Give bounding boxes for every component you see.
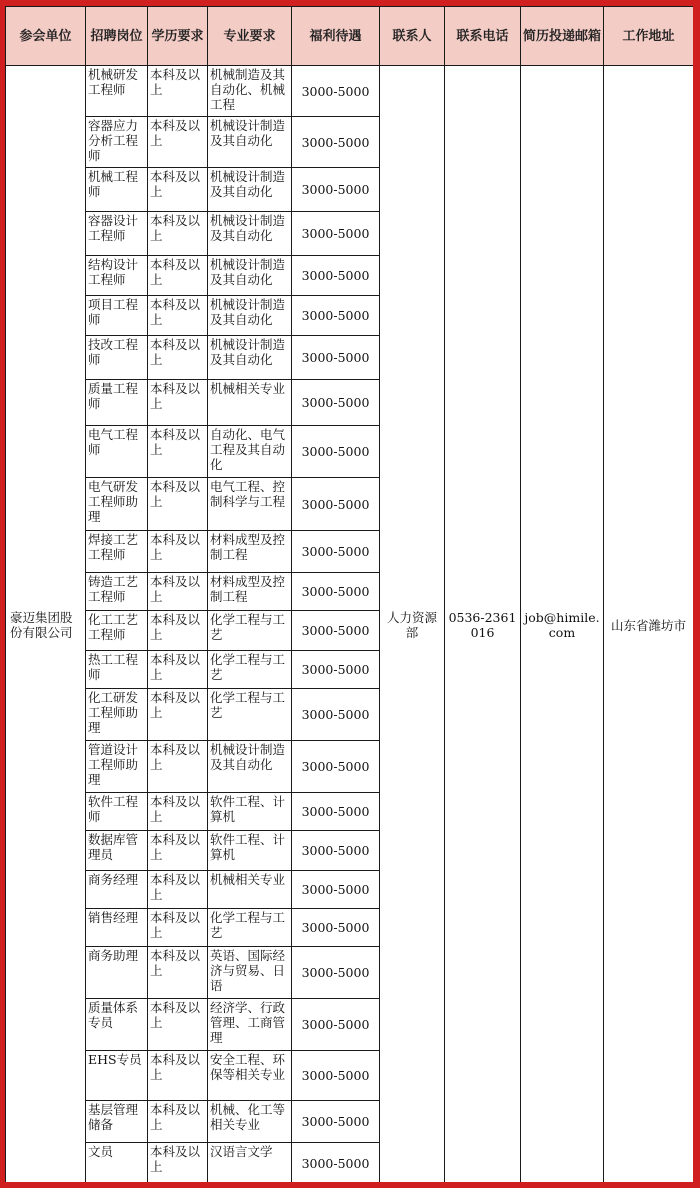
- education-cell: 本科及以上: [148, 573, 208, 611]
- education-cell: 本科及以上: [148, 478, 208, 531]
- position-cell: 热工工程师: [86, 651, 148, 689]
- education-cell: 本科及以上: [148, 256, 208, 296]
- education-cell: 本科及以上: [148, 689, 208, 741]
- salary-cell: 3000-5000: [292, 212, 380, 256]
- position-cell: 机械工程师: [86, 168, 148, 212]
- header-major: 专业要求: [208, 7, 292, 66]
- major-cell: 机械制造及其自动化、机械工程: [208, 66, 292, 117]
- salary-cell: 3000-5000: [292, 336, 380, 380]
- major-cell: 化学工程与工艺: [208, 909, 292, 947]
- education-cell: 本科及以上: [148, 793, 208, 831]
- position-cell: 数据库管理员: [86, 831, 148, 871]
- major-cell: 机械、化工等相关专业: [208, 1101, 292, 1143]
- major-cell: 机械相关专业: [208, 380, 292, 426]
- major-cell: 材料成型及控制工程: [208, 573, 292, 611]
- salary-cell: 3000-5000: [292, 651, 380, 689]
- position-cell: 商务助理: [86, 947, 148, 999]
- salary-cell: 3000-5000: [292, 117, 380, 168]
- salary-cell: 3000-5000: [292, 66, 380, 117]
- position-cell: 机械研发工程师: [86, 66, 148, 117]
- major-cell: 软件工程、计算机: [208, 831, 292, 871]
- major-cell: 化学工程与工艺: [208, 689, 292, 741]
- education-cell: 本科及以上: [148, 999, 208, 1051]
- major-cell: 机械设计制造及其自动化: [208, 212, 292, 256]
- salary-cell: 3000-5000: [292, 380, 380, 426]
- header-phone: 联系电话: [445, 7, 521, 66]
- position-cell: 基层管理储备: [86, 1101, 148, 1143]
- salary-cell: 3000-5000: [292, 611, 380, 651]
- position-cell: 商务经理: [86, 871, 148, 909]
- education-cell: 本科及以上: [148, 296, 208, 336]
- salary-cell: 3000-5000: [292, 478, 380, 531]
- education-cell: 本科及以上: [148, 831, 208, 871]
- position-cell: 化工工艺工程师: [86, 611, 148, 651]
- position-cell: 管道设计工程师助理: [86, 741, 148, 793]
- header-position: 招聘岗位: [86, 7, 148, 66]
- position-cell: 质量体系专员: [86, 999, 148, 1051]
- salary-cell: 3000-5000: [292, 689, 380, 741]
- major-cell: 英语、国际经济与贸易、日语: [208, 947, 292, 999]
- major-cell: 机械设计制造及其自动化: [208, 117, 292, 168]
- education-cell: 本科及以上: [148, 336, 208, 380]
- table-body: [6, 66, 694, 1183]
- header-row: [6, 7, 694, 66]
- education-cell: 本科及以上: [148, 947, 208, 999]
- salary-cell: 3000-5000: [292, 256, 380, 296]
- education-cell: 本科及以上: [148, 66, 208, 117]
- salary-cell: 3000-5000: [292, 947, 380, 999]
- position-cell: 电气工程师: [86, 426, 148, 478]
- position-cell: 质量工程师: [86, 380, 148, 426]
- education-cell: 本科及以上: [148, 531, 208, 573]
- education-cell: 本科及以上: [148, 1101, 208, 1143]
- major-cell: 经济学、行政管理、工商管理: [208, 999, 292, 1051]
- header-contact: 联系人: [380, 7, 445, 66]
- salary-cell: 3000-5000: [292, 573, 380, 611]
- salary-cell: 3000-5000: [292, 168, 380, 212]
- education-cell: 本科及以上: [148, 611, 208, 651]
- table-row: [6, 66, 694, 117]
- major-cell: 汉语言文学: [208, 1143, 292, 1183]
- salary-cell: 3000-5000: [292, 296, 380, 336]
- salary-cell: 3000-5000: [292, 426, 380, 478]
- page-frame: [5, 6, 693, 1182]
- position-cell: 软件工程师: [86, 793, 148, 831]
- position-cell: 项目工程师: [86, 296, 148, 336]
- header-company: 参会单位: [6, 7, 86, 66]
- salary-cell: 3000-5000: [292, 909, 380, 947]
- position-cell: EHS专员: [86, 1051, 148, 1101]
- salary-cell: 3000-5000: [292, 1143, 380, 1183]
- work-address: 山东省潍坊市: [604, 66, 694, 1183]
- salary-cell: 3000-5000: [292, 531, 380, 573]
- salary-cell: 3000-5000: [292, 793, 380, 831]
- resume-email: job@himile.com: [521, 66, 604, 1183]
- position-cell: 容器设计工程师: [86, 212, 148, 256]
- header-email: 简历投递邮箱: [521, 7, 604, 66]
- position-cell: 销售经理: [86, 909, 148, 947]
- major-cell: 机械相关专业: [208, 871, 292, 909]
- major-cell: 自动化、电气工程及其自动化: [208, 426, 292, 478]
- position-cell: 技改工程师: [86, 336, 148, 380]
- education-cell: 本科及以上: [148, 1051, 208, 1101]
- major-cell: 机械设计制造及其自动化: [208, 336, 292, 380]
- recruitment-table: [5, 6, 693, 1182]
- position-cell: 文员: [86, 1143, 148, 1183]
- header-salary: 福利待遇: [292, 7, 380, 66]
- salary-cell: 3000-5000: [292, 871, 380, 909]
- major-cell: 机械设计制造及其自动化: [208, 168, 292, 212]
- salary-cell: 3000-5000: [292, 831, 380, 871]
- education-cell: 本科及以上: [148, 426, 208, 478]
- position-cell: 容器应力分析工程师: [86, 117, 148, 168]
- education-cell: 本科及以上: [148, 117, 208, 168]
- education-cell: 本科及以上: [148, 651, 208, 689]
- contact-person: 人力资源部: [380, 66, 445, 1183]
- salary-cell: 3000-5000: [292, 1101, 380, 1143]
- education-cell: 本科及以上: [148, 741, 208, 793]
- major-cell: 电气工程、控制科学与工程: [208, 478, 292, 531]
- company-name: 豪迈集团股份有限公司: [6, 66, 86, 1183]
- header-education: 学历要求: [148, 7, 208, 66]
- major-cell: 机械设计制造及其自动化: [208, 256, 292, 296]
- major-cell: 软件工程、计算机: [208, 793, 292, 831]
- salary-cell: 3000-5000: [292, 741, 380, 793]
- position-cell: 化工研发工程师助理: [86, 689, 148, 741]
- major-cell: 机械设计制造及其自动化: [208, 296, 292, 336]
- education-cell: 本科及以上: [148, 909, 208, 947]
- contact-phone: 0536-2361016: [445, 66, 521, 1183]
- education-cell: 本科及以上: [148, 168, 208, 212]
- education-cell: 本科及以上: [148, 380, 208, 426]
- major-cell: 机械设计制造及其自动化: [208, 741, 292, 793]
- position-cell: 电气研发工程师助理: [86, 478, 148, 531]
- salary-cell: 3000-5000: [292, 999, 380, 1051]
- salary-cell: 3000-5000: [292, 1051, 380, 1101]
- position-cell: 铸造工艺工程师: [86, 573, 148, 611]
- major-cell: 材料成型及控制工程: [208, 531, 292, 573]
- education-cell: 本科及以上: [148, 212, 208, 256]
- education-cell: 本科及以上: [148, 871, 208, 909]
- position-cell: 结构设计工程师: [86, 256, 148, 296]
- education-cell: 本科及以上: [148, 1143, 208, 1183]
- major-cell: 安全工程、环保等相关专业: [208, 1051, 292, 1101]
- major-cell: 化学工程与工艺: [208, 611, 292, 651]
- major-cell: 化学工程与工艺: [208, 651, 292, 689]
- position-cell: 焊接工艺工程师: [86, 531, 148, 573]
- header-address: 工作地址: [604, 7, 694, 66]
